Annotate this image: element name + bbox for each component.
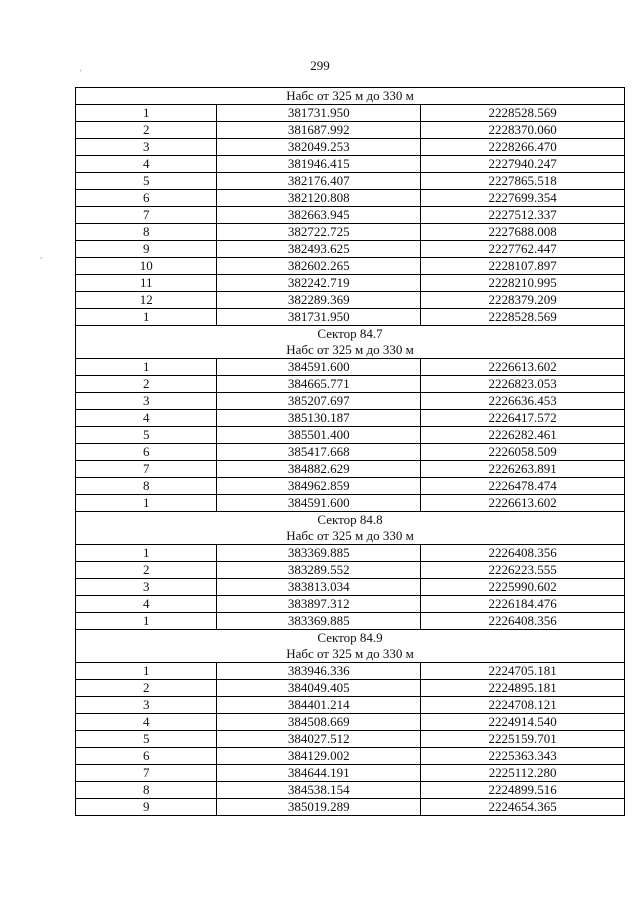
point-number: 4	[76, 410, 217, 427]
y-coordinate: 2225159.701	[421, 731, 625, 748]
table-row	[76, 105, 625, 122]
y-coordinate: 2226613.602	[421, 359, 625, 376]
point-number: 4	[76, 714, 217, 731]
point-number: 2	[76, 122, 217, 139]
y-coordinate: 2228266.470	[421, 139, 625, 156]
x-coordinate: 382242.719	[217, 275, 421, 292]
page-number: 299	[310, 58, 330, 73]
table-row	[76, 275, 625, 292]
y-coordinate: 2226408.356	[421, 545, 625, 562]
x-coordinate: 384049.405	[217, 680, 421, 697]
x-coordinate: 385501.400	[217, 427, 421, 444]
x-coordinate: 385417.668	[217, 444, 421, 461]
x-coordinate: 382049.253	[217, 139, 421, 156]
coordinates-table-body	[76, 88, 625, 816]
sector-title: Сектор 84.9	[317, 630, 383, 645]
table-row	[76, 376, 625, 393]
point-number: 3	[76, 393, 217, 410]
point-number: 2	[76, 680, 217, 697]
point-number: 11	[76, 275, 217, 292]
point-number: 5	[76, 427, 217, 444]
y-coordinate: 2228370.060	[421, 122, 625, 139]
table-row	[76, 613, 625, 630]
table-row	[76, 782, 625, 799]
section-header	[76, 630, 625, 663]
point-number: 3	[76, 579, 217, 596]
table-row	[76, 359, 625, 376]
point-number: 5	[76, 731, 217, 748]
x-coordinate: 384591.600	[217, 495, 421, 512]
point-number: 4	[76, 156, 217, 173]
table-row	[76, 596, 625, 613]
point-number: 2	[76, 376, 217, 393]
table-row	[76, 461, 625, 478]
x-coordinate: 384644.191	[217, 765, 421, 782]
point-number: 1	[76, 309, 217, 326]
point-number: 9	[76, 241, 217, 258]
x-coordinate: 383369.885	[217, 613, 421, 630]
elevation-range: Набс от 325 м до 330 м	[286, 528, 414, 543]
table-row	[76, 190, 625, 207]
table-row	[76, 765, 625, 782]
y-coordinate: 2224914.540	[421, 714, 625, 731]
table-row	[76, 309, 625, 326]
y-coordinate: 2226263.891	[421, 461, 625, 478]
y-coordinate: 2227688.008	[421, 224, 625, 241]
table-row	[76, 714, 625, 731]
point-number: 7	[76, 207, 217, 224]
table-row	[76, 799, 625, 816]
table-row	[76, 258, 625, 275]
point-number: 3	[76, 697, 217, 714]
x-coordinate: 382176.407	[217, 173, 421, 190]
point-number: 1	[76, 495, 217, 512]
y-coordinate: 2226282.461	[421, 427, 625, 444]
elevation-range: Набс от 325 м до 330 м	[286, 88, 414, 103]
table-row	[76, 241, 625, 258]
point-number: 6	[76, 190, 217, 207]
y-coordinate: 2228528.569	[421, 309, 625, 326]
x-coordinate: 382289.369	[217, 292, 421, 309]
y-coordinate: 2224705.181	[421, 663, 625, 680]
point-number: 5	[76, 173, 217, 190]
x-coordinate: 383897.312	[217, 596, 421, 613]
y-coordinate: 2226478.474	[421, 478, 625, 495]
x-coordinate: 382493.625	[217, 241, 421, 258]
point-number: 2	[76, 562, 217, 579]
point-number: 1	[76, 663, 217, 680]
table-row	[76, 427, 625, 444]
section-header	[76, 88, 625, 105]
y-coordinate: 2224899.516	[421, 782, 625, 799]
y-coordinate: 2225112.280	[421, 765, 625, 782]
x-coordinate: 382663.945	[217, 207, 421, 224]
elevation-range: Набс от 325 м до 330 м	[286, 342, 414, 357]
table-row	[76, 173, 625, 190]
section-header-row	[76, 88, 625, 105]
sector-title: Сектор 84.8	[317, 512, 383, 527]
section-header	[76, 512, 625, 545]
point-number: 1	[76, 105, 217, 122]
point-number: 10	[76, 258, 217, 275]
y-coordinate: 2226636.453	[421, 393, 625, 410]
x-coordinate: 384508.669	[217, 714, 421, 731]
point-number: 8	[76, 782, 217, 799]
table-row	[76, 495, 625, 512]
table-row	[76, 579, 625, 596]
x-coordinate: 384027.512	[217, 731, 421, 748]
scan-mark-left: ,	[40, 250, 43, 260]
x-coordinate: 381731.950	[217, 105, 421, 122]
x-coordinate: 384962.859	[217, 478, 421, 495]
point-number: 7	[76, 461, 217, 478]
x-coordinate: 382602.265	[217, 258, 421, 275]
scan-mark-top-left: '	[80, 68, 82, 78]
point-number: 1	[76, 545, 217, 562]
y-coordinate: 2227762.447	[421, 241, 625, 258]
table-row	[76, 562, 625, 579]
table-row	[76, 156, 625, 173]
x-coordinate: 385207.697	[217, 393, 421, 410]
x-coordinate: 382722.725	[217, 224, 421, 241]
x-coordinate: 383813.034	[217, 579, 421, 596]
x-coordinate: 384882.629	[217, 461, 421, 478]
table-row	[76, 410, 625, 427]
point-number: 1	[76, 359, 217, 376]
y-coordinate: 2226408.356	[421, 613, 625, 630]
elevation-range: Набс от 325 м до 330 м	[286, 646, 414, 661]
table-row	[76, 680, 625, 697]
point-number: 1	[76, 613, 217, 630]
x-coordinate: 383946.336	[217, 663, 421, 680]
y-coordinate: 2226417.572	[421, 410, 625, 427]
y-coordinate: 2225363.343	[421, 748, 625, 765]
table-row	[76, 207, 625, 224]
y-coordinate: 2224895.181	[421, 680, 625, 697]
point-number: 12	[76, 292, 217, 309]
table-row	[76, 444, 625, 461]
table-row	[76, 139, 625, 156]
point-number: 6	[76, 444, 217, 461]
point-number: 3	[76, 139, 217, 156]
x-coordinate: 383289.552	[217, 562, 421, 579]
point-number: 9	[76, 799, 217, 816]
point-number: 4	[76, 596, 217, 613]
y-coordinate: 2228210.995	[421, 275, 625, 292]
x-coordinate: 385019.289	[217, 799, 421, 816]
table-row	[76, 697, 625, 714]
point-number: 8	[76, 478, 217, 495]
point-number: 8	[76, 224, 217, 241]
y-coordinate: 2226613.602	[421, 495, 625, 512]
section-header-row	[76, 512, 625, 545]
y-coordinate: 2227940.247	[421, 156, 625, 173]
x-coordinate: 385130.187	[217, 410, 421, 427]
coordinates-table	[75, 87, 625, 816]
x-coordinate: 382120.808	[217, 190, 421, 207]
y-coordinate: 2228528.569	[421, 105, 625, 122]
y-coordinate: 2226823.053	[421, 376, 625, 393]
y-coordinate: 2226223.555	[421, 562, 625, 579]
table-row	[76, 663, 625, 680]
x-coordinate: 381946.415	[217, 156, 421, 173]
section-header	[76, 326, 625, 359]
table-row	[76, 292, 625, 309]
table-row	[76, 748, 625, 765]
table-row	[76, 731, 625, 748]
table-row	[76, 122, 625, 139]
x-coordinate: 384401.214	[217, 697, 421, 714]
x-coordinate: 383369.885	[217, 545, 421, 562]
x-coordinate: 384665.771	[217, 376, 421, 393]
sector-title: Сектор 84.7	[317, 326, 383, 341]
x-coordinate: 381731.950	[217, 309, 421, 326]
y-coordinate: 2227699.354	[421, 190, 625, 207]
table-row	[76, 224, 625, 241]
y-coordinate: 2224708.121	[421, 697, 625, 714]
table-row	[76, 478, 625, 495]
table-row	[76, 545, 625, 562]
y-coordinate: 2228379.209	[421, 292, 625, 309]
y-coordinate: 2226184.476	[421, 596, 625, 613]
x-coordinate: 384538.154	[217, 782, 421, 799]
x-coordinate: 384591.600	[217, 359, 421, 376]
point-number: 7	[76, 765, 217, 782]
y-coordinate: 2225990.602	[421, 579, 625, 596]
y-coordinate: 2226058.509	[421, 444, 625, 461]
y-coordinate: 2228107.897	[421, 258, 625, 275]
x-coordinate: 384129.002	[217, 748, 421, 765]
section-header-row	[76, 630, 625, 663]
table-row	[76, 393, 625, 410]
y-coordinate: 2227512.337	[421, 207, 625, 224]
section-header-row	[76, 326, 625, 359]
y-coordinate: 2224654.365	[421, 799, 625, 816]
point-number: 6	[76, 748, 217, 765]
y-coordinate: 2227865.518	[421, 173, 625, 190]
x-coordinate: 381687.992	[217, 122, 421, 139]
